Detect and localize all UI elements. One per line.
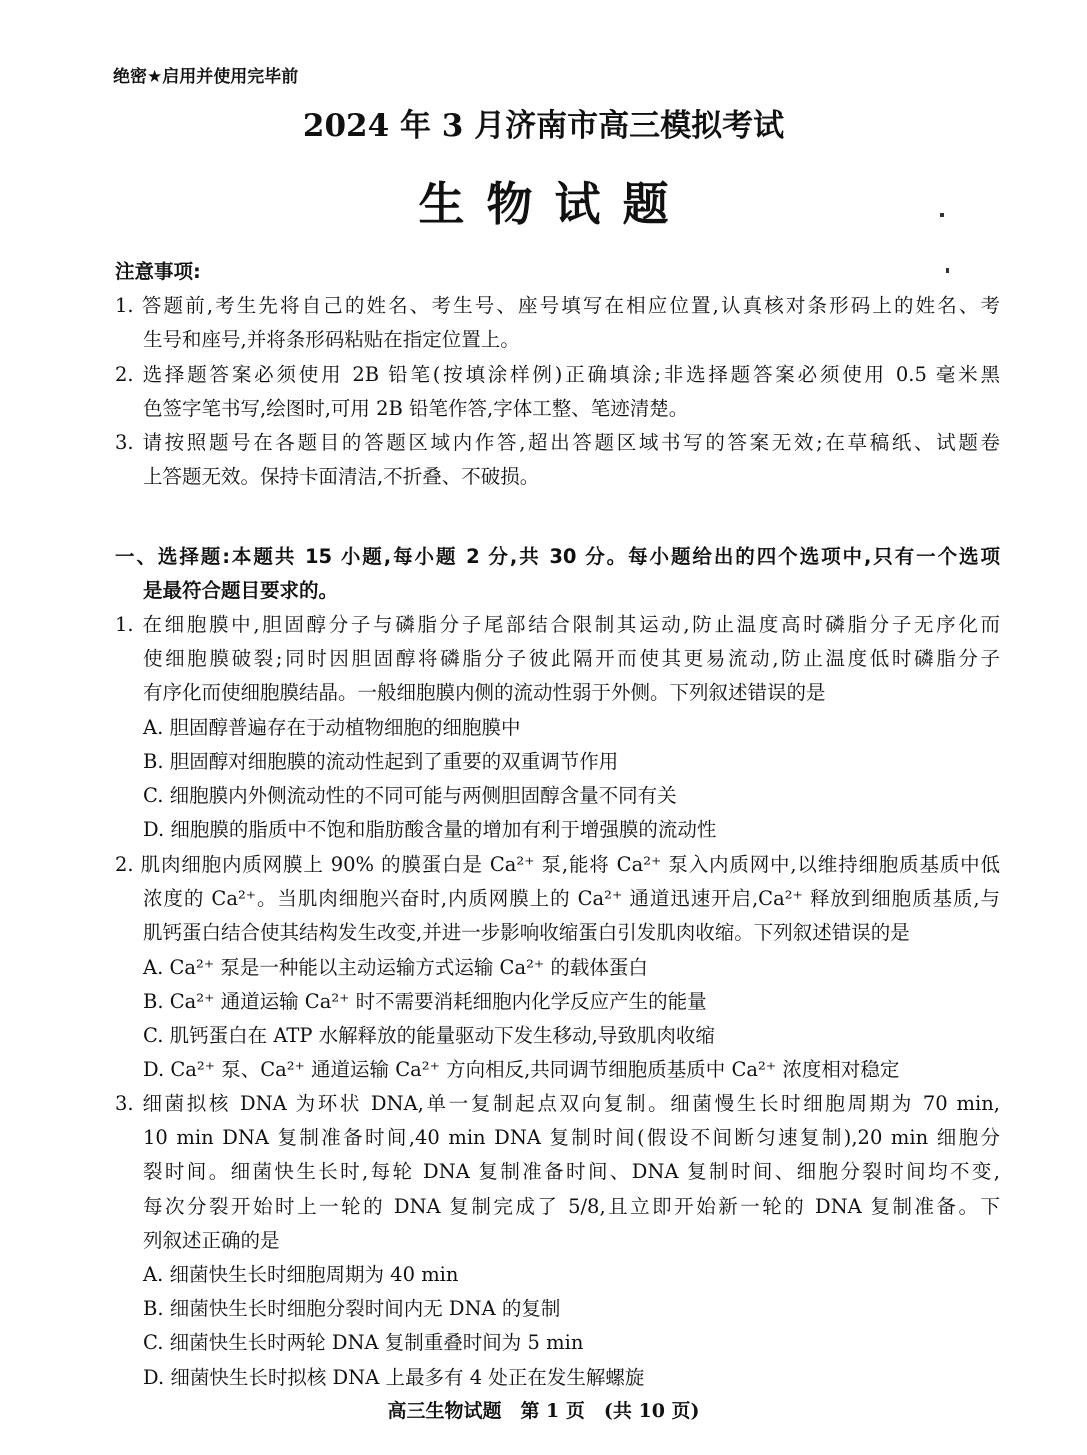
section-instructions-cont: 是最符合题目要求的。 bbox=[143, 579, 339, 603]
section-header bbox=[115, 540, 1000, 608]
question-stem: 裂时间。细菌快生长时,每轮 DNA 复制准备时间、DNA 复制时间、细胞分裂时间均不变, bbox=[143, 1160, 1000, 1184]
notice-section bbox=[115, 255, 1000, 494]
question-stem: 3. 细菌拟核 DNA 为环状 DNA,单一复制起点双向复制。细菌慢生长时细胞周期为 70 min, bbox=[115, 1092, 1000, 1115]
scan-speck bbox=[940, 213, 944, 217]
notice-item-3: 3. 请按照题号在各题目的答题区域内作答,超出答题区域书写的答案无效;在草稿纸、试题卷 bbox=[115, 430, 1000, 454]
option-d: D. Ca²⁺ 泵、Ca²⁺ 通道运输 Ca²⁺ 方向相反,共同调节细胞质基质中 Ca²⁺ 浓度相对稳定 bbox=[143, 1058, 900, 1082]
option-a: A. 细菌快生长时细胞周期为 40 min bbox=[143, 1262, 459, 1286]
notice-item-2: 2. 选择题答案必须使用 2B 铅笔(按填涂样例)正确填涂;非选择题答案必须使用 0.5 毫米黑 bbox=[115, 362, 1000, 386]
question-stem: 10 min DNA 复制准备时间,40 min DNA 复制时间(假设不间断匀速复制),20 min 细胞分 bbox=[143, 1126, 1000, 1150]
option-a: A. 胆固醇普遍存在于动植物细胞的细胞膜中 bbox=[143, 715, 521, 739]
question-stem: 肌钙蛋白结合使其结构发生改变,并进一步影响收缩蛋白引发肌肉收缩。下列叙述错误的是 bbox=[143, 921, 910, 945]
notice-heading: 注意事项: bbox=[115, 260, 201, 283]
option-c: C. 肌钙蛋白在 ATP 水解释放的能量驱动下发生移动,导致肌肉收缩 bbox=[143, 1023, 715, 1047]
subject-title: 生物试题 bbox=[418, 177, 691, 231]
question-stem: 使细胞膜破裂;同时因胆固醇将磷脂分子彼此隔开而使其更易流动,防止温度低时磷脂分子 bbox=[143, 647, 1000, 671]
notice-item-1-cont: 生号和座号,并将条形码粘贴在指定位置上。 bbox=[143, 328, 520, 352]
question-stem: 浓度的 Ca²⁺。当肌肉细胞兴奋时,内质网膜上的 Ca²⁺ 通道迅速开启,Ca²⁺ 释放到细胞质基质,与 bbox=[143, 887, 1000, 911]
option-d: D. 细菌快生长时拟核 DNA 上最多有 4 处正在发生解螺旋 bbox=[143, 1365, 645, 1389]
section-instructions: 一、选择题:本题共 15 小题,每小题 2 分,共 30 分。每小题给出的四个选项中,只有一个选项 bbox=[115, 545, 1000, 568]
option-c: C. 细菌快生长时两轮 DNA 复制重叠时间为 5 min bbox=[143, 1331, 584, 1355]
question-stem: 2. 肌肉细胞内质网膜上 90% 的膜蛋白是 Ca²⁺ 泵,能将 Ca²⁺ 泵入内质网中,以维持细胞质基质中低 bbox=[115, 853, 1000, 876]
question-stem: 1. 在细胞膜中,胆固醇分子与磷脂分子尾部结合限制其运动,防止温度高时磷脂分子无序化而 bbox=[115, 613, 1000, 636]
question-stem: 列叙述正确的是 bbox=[143, 1228, 280, 1252]
option-b: B. 细菌快生长时细胞分裂时间内无 DNA 的复制 bbox=[143, 1297, 561, 1321]
question-3 bbox=[115, 1087, 1000, 1395]
notice-item-2-cont: 色签字笔书写,绘图时,可用 2B 铅笔作答,字体工整、笔迹清楚。 bbox=[143, 396, 689, 420]
question-stem: 每次分裂开始时上一轮的 DNA 复制完成了 5/8,且立即开始新一轮的 DNA 复制准备。下 bbox=[143, 1194, 1000, 1218]
question-stem: 有序化而使细胞膜结晶。一般细胞膜内侧的流动性弱于外侧。下列叙述错误的是 bbox=[143, 681, 826, 705]
notice-item-1: 1. 答题前,考生先将自己的姓名、考生号、座号填写在相应位置,认真核对条形码上的姓名、考 bbox=[115, 294, 1000, 318]
exam-title: 2024 年 3 月济南市高三模拟考试 bbox=[302, 108, 785, 144]
notice-item-3-cont: 上答题无效。保持卡面清洁,不折叠、不破损。 bbox=[143, 465, 540, 489]
confidentiality-note: 绝密★启用并使用完毕前 bbox=[113, 67, 299, 87]
page-footer: 高三生物试题 第 1 页 (共 10 页) bbox=[387, 1400, 700, 1422]
option-d: D. 细胞膜的脂质中不饱和脂肪酸含量的增加有利于增强膜的流动性 bbox=[143, 818, 717, 842]
question-1 bbox=[115, 608, 1000, 847]
option-b: B. 胆固醇对细胞膜的流动性起到了重要的双重调节作用 bbox=[143, 749, 619, 773]
option-b: B. Ca²⁺ 通道运输 Ca²⁺ 时不需要消耗细胞内化学反应产生的能量 bbox=[143, 989, 707, 1013]
option-c: C. 细胞膜内外侧流动性的不同可能与两侧胆固醇含量不同有关 bbox=[143, 783, 677, 807]
option-a: A. Ca²⁺ 泵是一种能以主动运输方式运输 Ca²⁺ 的载体蛋白 bbox=[143, 955, 648, 979]
question-2 bbox=[115, 848, 1000, 1087]
